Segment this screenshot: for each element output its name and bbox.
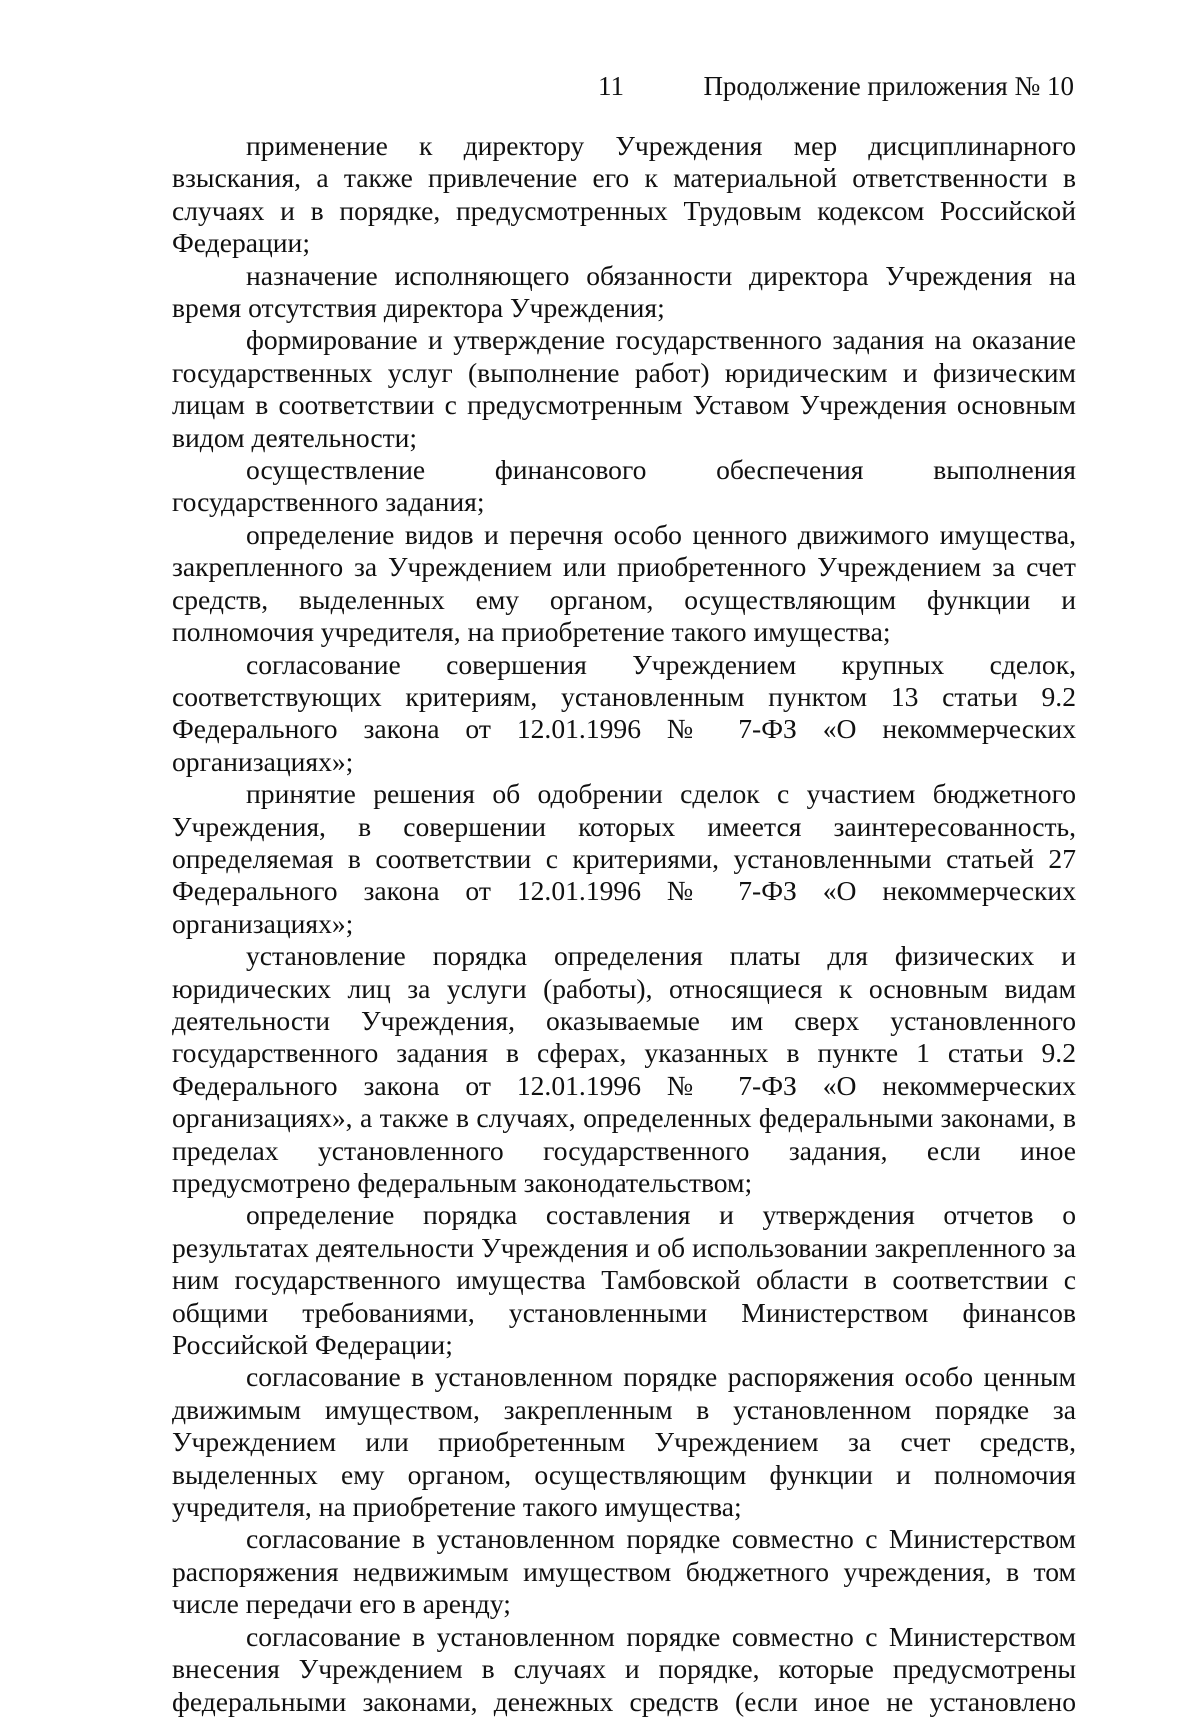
paragraph-funds-contribution: согласование в установленном порядке совместно с Министерством внесения Учреждением в случаях и порядке, которые предусмотрены федеральными законами, денежных средств (если иное не установлено [172,1620,1076,1717]
paragraph-financial-support: осуществление финансового обеспечения выполнения государственного задания; [172,454,1076,518]
document-body [172,130,1076,1718]
paragraph-fee-procedure: установление порядка определения платы для физических и юридических лиц за услуги (работы), относящиеся к основным видам деятельности Учреждения, оказываемые им сверх установленного государственного задания в сферах, указанных в пункте 1 статьи 9.2 Федерального закона от 12.01.1996 № 7-ФЗ «О некоммерческих организациях», а также в случаях, определенных федеральными законами, в пределах установленного государственного задания, если иное предусмотрено федеральным законодательством; [172,940,1076,1198]
paragraph-reporting-procedure: определение порядка составления и утверждения отчетов о результатах деятельности Учреждения и об использовании закрепленного за ним государственного имущества Тамбовской области в соответствии с общими требованиями, установленными Министерством финансов Российской Федерации; [172,1199,1076,1361]
paragraph-major-transactions: согласование совершения Учреждением крупных сделок, соответствующих критериям, установленным пунктом 13 статьи 9.2 Федерального закона от 12.01.1996 № 7-ФЗ «О некоммерческих организациях»; [172,648,1076,777]
page-number: 11 [598,71,624,101]
paragraph-interested-transactions: принятие решения об одобрении сделок с участием бюджетного Учреждения, в совершении которых имеется заинтересованность, определяемая в соответствии с критериями, установленными статьей 27 Федерального закона от 12.01.1996 № 7-ФЗ «О некоммерческих организациях»; [172,778,1076,939]
appendix-continuation-label: Продолжение приложения № 10 [703,71,1074,101]
paragraph-state-assignment: формирование и утверждение государственного задания на оказание государственных услуг (выполнение работ) юридическим и физическим лицам в соответствии с предусмотренным Уставом Учреждения основным видом деятельности; [172,324,1076,453]
paragraph-acting-director: назначение исполняющего обязанности директора Учреждения на время отсутствия директора Учреждения; [172,259,1076,324]
paragraph-real-estate-disposal: согласование в установленном порядке совместно с Министерством распоряжения недвижимым имуществом бюджетного учреждения, в том числе передачи его в аренду; [172,1523,1076,1620]
paragraph-valuable-property: определение видов и перечня особо ценного движимого имущества, закрепленного за Учреждением или приобретенного Учреждением за счет средств, выделенных ему органом, осуществляющим функции и полномочия учредителя, на приобретение такого имущества; [172,518,1076,648]
paragraph-disciplinary-measures: применение к директору Учреждения мер дисциплинарного взыскания, а также привлечение его к материальной ответственности в случаях и в порядке, предусмотренных Трудовым кодексом Российской Федерации; [172,130,1076,259]
paragraph-movable-property-disposal: согласование в установленном порядке распоряжения особо ценным движимым имуществом, закрепленным в установленном порядке за Учреждением или приобретенным Учреждением за счет средств, выделенных ему органом, осуществляющим функции и полномочия учредителя, на приобретение такого имущества; [172,1361,1076,1523]
page-header [0,66,1200,106]
